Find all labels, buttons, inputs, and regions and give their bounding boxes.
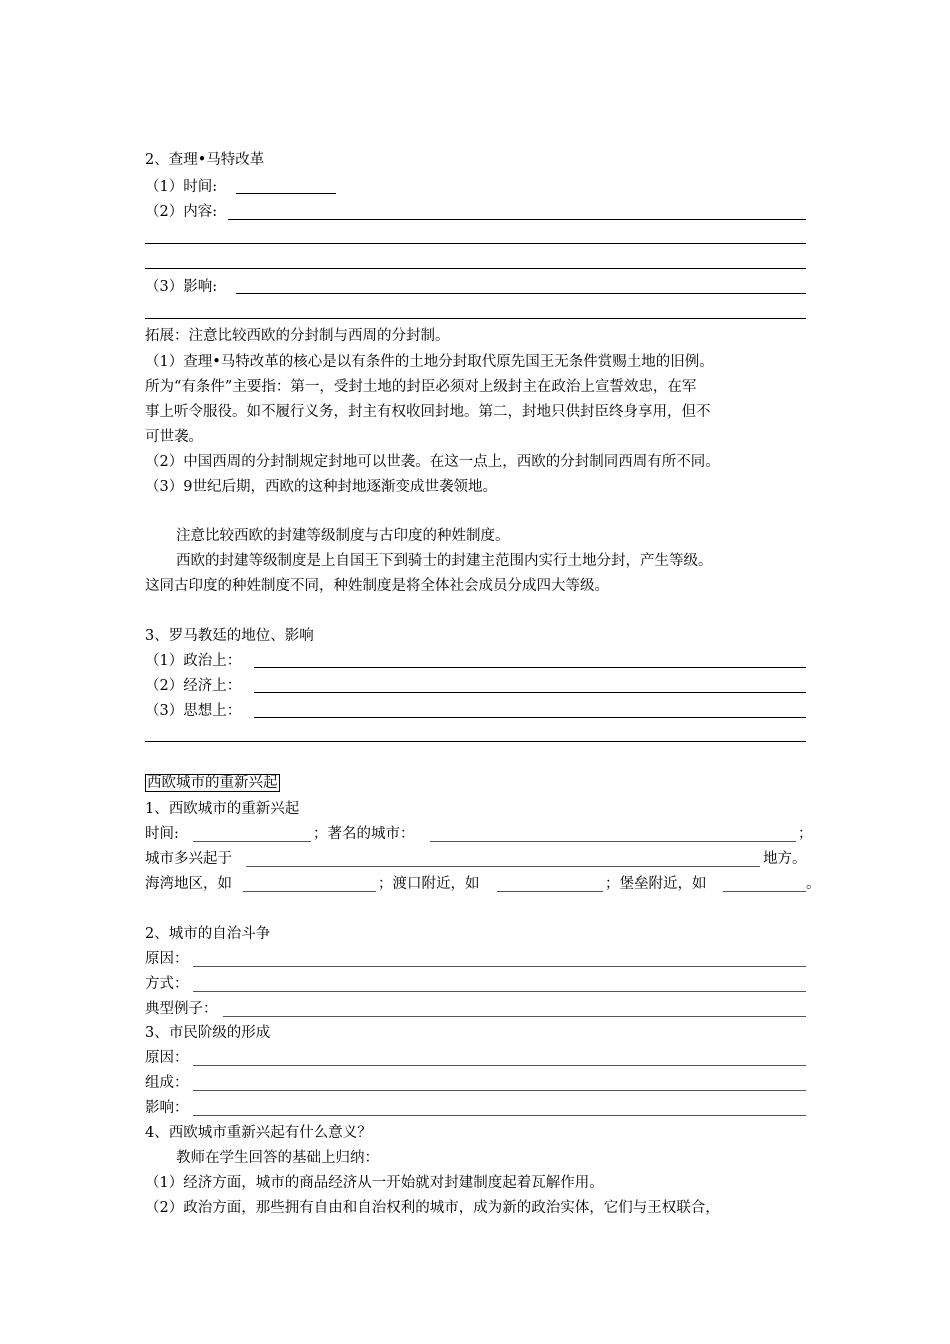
section-title: 4、西欧城市重新兴起有什么意义？ [145,1125,372,1141]
rise-label: 城市多兴起于 [145,851,232,867]
bay-blank[interactable] [243,891,376,892]
content-blank[interactable] [145,243,806,244]
section-title: 3、市民阶级的形成 [145,1025,271,1041]
thought-blank[interactable] [254,717,806,718]
section-title: 2、查理•马特改革 [145,152,265,168]
politics-blank[interactable] [254,667,806,668]
paragraph-line: （1）经济方面，城市的商品经济从一开始就对封建制度起着瓦解作用。 [145,1175,604,1191]
impact-blank[interactable] [193,1115,806,1116]
paragraph-line: （3）9世纪后期，西欧的这种封地逐渐变成世袭领地。 [145,479,497,495]
fort-blank[interactable] [723,891,806,892]
method-label: 方式： [145,976,189,992]
politics-label: （1）政治上： [145,653,242,669]
paragraph-line: 西欧的封建等级制度是上自国王下到骑士的封建主范围内实行土地分封，产生等级。 [176,553,713,569]
cause-blank[interactable] [193,1065,806,1066]
content-blank[interactable] [145,268,806,269]
example-blank[interactable] [223,1016,806,1017]
impact-label: （3）影响: [145,279,218,295]
paragraph-line: 可世袭。 [145,429,203,445]
rise-blank[interactable] [246,866,760,867]
method-blank[interactable] [193,991,806,992]
example-label: 典型例子： [145,1001,218,1017]
thought-label: （3）思想上： [145,703,242,719]
time-label: （1）时间: [145,179,218,195]
paragraph-line: 事上听令服役。如不履行义务，封主有权收回封地。第二，封地只供封臣终身享用，但不 [145,404,711,420]
place-label: 地方。 [763,851,807,867]
impact-label: 影响： [145,1100,189,1116]
section-title: 2、城市的自治斗争 [145,926,271,942]
ferry-blank[interactable] [497,891,603,892]
composition-blank[interactable] [193,1090,806,1091]
cause-blank[interactable] [193,966,806,967]
cause-label: 原因： [145,1050,189,1066]
famous-city-label: ；著名的城市： [313,826,415,842]
boxed-heading-wrap [145,773,280,793]
section-title: 3、罗马教廷的地位、影响 [145,628,314,644]
section-title: 1、西欧城市的重新兴起 [145,801,300,817]
time-blank[interactable] [236,193,336,194]
famous-city-blank[interactable] [430,841,796,842]
thought-blank[interactable] [145,741,806,742]
extension-heading: 拓展：注意比较西欧的分封制与西周的分封制。 [145,328,450,344]
composition-label: 组成： [145,1075,189,1091]
impact-blank[interactable] [236,293,806,294]
cause-label: 原因： [145,951,189,967]
paragraph-line: （2）中国西周的分封制规定封地可以世袭。在这一点上，西欧的分封制同西周有所不同。 [145,454,720,470]
paragraph-line: 所为“有条件”主要指：第一，受封土地的封臣必须对上级封主在政治上宣誓效忠，在军 [145,379,697,395]
paragraph-line: 教师在学生回答的基础上归纳： [176,1150,379,1166]
period: 。 [806,876,821,892]
paragraph-line: 这同古印度的种姓制度不同，种姓制度是将全体社会成员分成四大等级。 [145,578,609,594]
content-label: （2）内容: [145,204,218,220]
ferry-label: ；渡口附近，如 [378,876,480,892]
time-blank[interactable] [193,841,311,842]
impact-blank[interactable] [145,318,806,319]
economy-blank[interactable] [254,692,806,693]
paragraph-line: （1）查理•马特改革的核心是以有条件的土地分封取代原先国王无条件赏赐土地的旧例。 [145,354,714,370]
paragraph-line: 注意比较西欧的封建等级制度与古印度的种姓制度。 [176,528,510,544]
economy-label: （2）经济上： [145,678,242,694]
content-blank[interactable] [228,219,806,220]
bay-label: 海湾地区，如 [145,876,232,892]
fort-label: ；堡垒附近，如 [605,876,707,892]
time-label: 时间: [145,826,179,842]
boxed-heading: 西欧城市的重新兴起 [147,775,278,791]
semicolon: ； [798,826,813,842]
paragraph-line: （2）政治方面，那些拥有自由和自治权利的城市，成为新的政治实体，它们与王权联合， [145,1200,720,1216]
